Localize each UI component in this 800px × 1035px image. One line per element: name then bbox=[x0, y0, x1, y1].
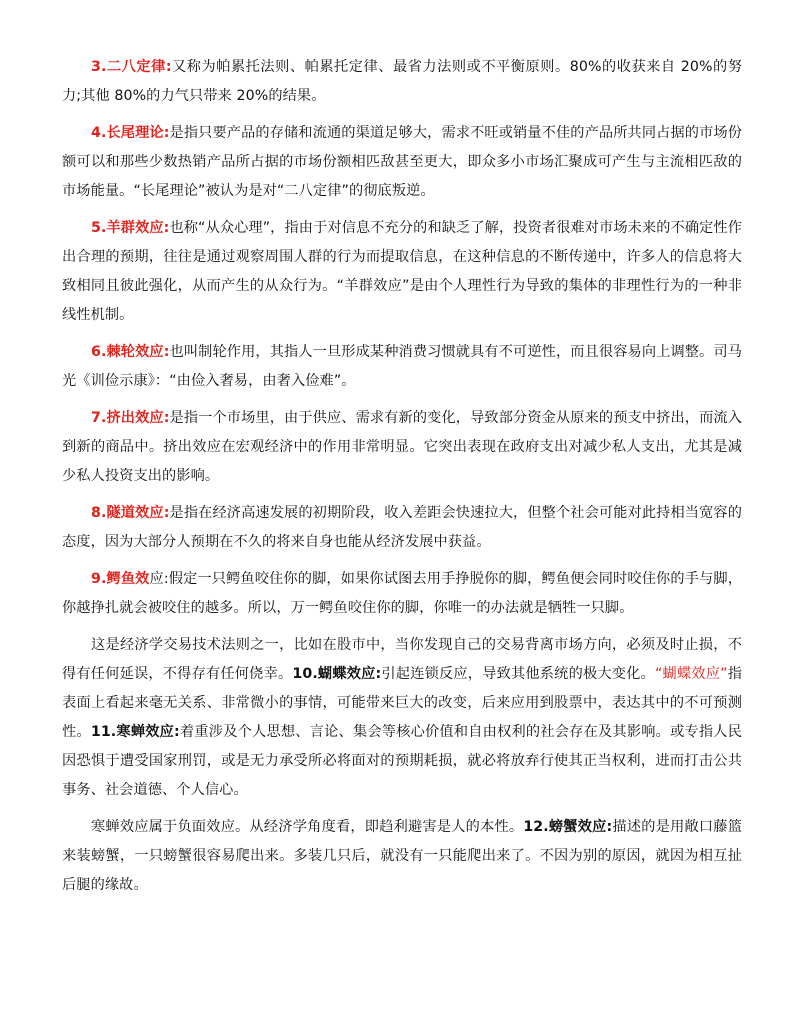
term-definition: 是指一个市场里，由于供应、需求有新的变化，导致部分资金从原来的预支中挤出，而流入到新的商品中。挤出效应在宏观经济中的作用非常明显。它突出表现在政府支出对减少私人支出，尤其是减少私人投资支出的影响。 bbox=[62, 410, 742, 484]
term-definition-continued: 指表面上看起来毫无关系、非常微小的事情，可能带来巨大的改变，后来应用到股票中，表达其中的不可预测性。 bbox=[62, 666, 742, 740]
term-definition: 假定一只鳄鱼咬住你的脚，如果你试图去用手挣脱你的脚，鳄鱼便会同时咬住你的手与脚，你越挣扎就会被咬住的越多。所以，万一鳄鱼咬住你的脚，你唯一的办法就是牺牲一只脚。 bbox=[62, 571, 743, 616]
term-definition: 又称为帕累托法则、帕累托定律、最省力法则或不平衡原则。80%的收获来自 20%的努力;其他 80%的力气只带来 20%的结果。 bbox=[62, 59, 742, 104]
term-heading-crab: 12.螃蟹效应: bbox=[523, 819, 613, 835]
paragraph-crab-effect bbox=[62, 813, 742, 900]
term-heading: 8.隧道效应: bbox=[91, 505, 170, 521]
term-definition-chilling: 着重涉及个人思想、言论、集会等核心价值和自由权利的社会存在及其影响。或专指人民因恐惧于遭受国家刑罚，或是无力承受所必将面对的预期耗损，就必将放弃行使其正当权利，进而打击公共事务、社会道德、个人信心。 bbox=[62, 724, 743, 798]
paragraph-crowding-out-effect bbox=[62, 404, 742, 491]
paragraph-pareto-principle bbox=[62, 53, 742, 111]
term-definition: 是指只要产品的存储和流通的渠道足够大，需求不旺或销量不佳的产品所共同占据的市场份额可以和那些少数热销产品所占据的市场份额相匹敌甚至更大，即众多小市场汇聚成可产生与主流相匹敌的市场能量。“长尾理论”被认为是对“二八定律”的彻底叛逆。 bbox=[62, 125, 742, 199]
paragraph-tunnel-effect bbox=[62, 499, 742, 557]
term-heading: 6.棘轮效应: bbox=[91, 344, 170, 360]
paragraph-ratchet-effect bbox=[62, 338, 742, 396]
term-heading: 5.羊群效应: bbox=[91, 220, 170, 236]
term-definition: 也叫制轮作用，其指人一旦形成某种消费习惯就具有不可逆性，而且很容易向上调整。司马光《训俭示康》：“由俭入奢易，由奢入俭难”。 bbox=[62, 344, 742, 389]
term-heading: 9.鳄鱼效 bbox=[91, 571, 150, 587]
paragraph-crocodile-effect bbox=[62, 565, 742, 623]
term-definition: 引起连锁反应，导致其他系统的极大变化。 bbox=[381, 666, 655, 682]
term-heading-chilling: 11.寒蝉效应: bbox=[90, 724, 180, 740]
butterfly-quote: “蝴蝶效应” bbox=[654, 666, 728, 682]
lead-text: 寒蝉效应属于负面效应。从经济学角度看，即趋利避害是人的本性。 bbox=[91, 819, 524, 835]
term-definition: 是指在经济高速发展的初期阶段，收入差距会快速拉大，但整个社会可能对此持相当宽容的态度，因为大部分人预期在不久的将来自身也能从经济发展中获益。 bbox=[62, 505, 742, 550]
term-heading-butterfly: 10.蝴蝶效应: bbox=[292, 666, 382, 682]
term-heading: 7.挤出效应: bbox=[91, 410, 170, 426]
term-heading: 3.二八定律: bbox=[91, 59, 172, 75]
term-heading: 4.长尾理论: bbox=[91, 125, 170, 141]
term-heading-tail: 应: bbox=[149, 571, 169, 587]
term-definition: 也称“从众心理”，指由于对信息不充分的和缺乏了解，投资者很难对市场未来的不确定性作出合理的预期，往往是通过观察周围人群的行为而提取信息，在这种信息的不断传递中，许多人的信息将大致相同且彼此强化，从而产生的从众行为。“羊群效应”是由个人理性行为导致的集体的非理性行为的一种非线性机制。 bbox=[62, 220, 743, 323]
paragraph-long-tail-theory bbox=[62, 119, 742, 206]
paragraph-butterfly-chilling-effect bbox=[62, 631, 742, 805]
term-definition: 描述的是用敞口藤篮来装螃蟹，一只螃蟹很容易爬出来。多装几只后，就没有一只能爬出来了。不因为别的原因，就因为相互扯后腿的缘故。 bbox=[62, 819, 743, 893]
paragraph-herd-effect bbox=[62, 214, 742, 330]
lead-text: 这是经济学交易技术法则之一，比如在股市中，当你发现自己的交易背离市场方向，必须及时止损，不得有任何延误，不得存有任何侥幸。 bbox=[62, 637, 742, 682]
